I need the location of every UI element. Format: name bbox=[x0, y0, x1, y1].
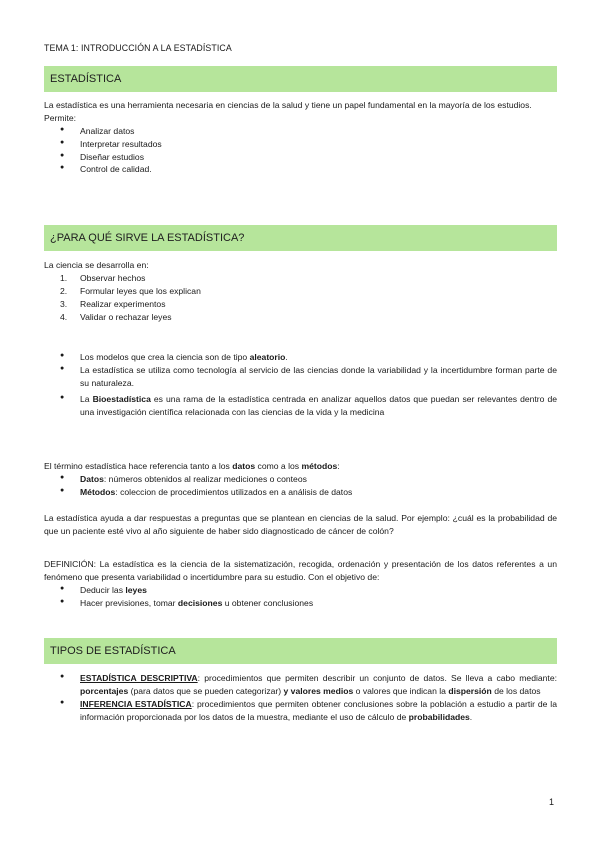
list-item: ● La Bioestadística es una rama de la estadística centrada en analizar aquellos datos que puedan ser relevantes dentro de una investigación científica relacionada con las ciencias de la vida y la medicina bbox=[60, 393, 557, 417]
list-item: ● ESTADÍSTICA DESCRIPTIVA: procedimientos que permiten describir un conjunto de datos. Se lleva a cabo mediante: porcentajes (para datos que se pueden categorizar) y valores medios o valores que indican la dispersión de los datos bbox=[60, 673, 557, 696]
ciencia-bullets bbox=[44, 351, 557, 418]
intro-paragraph: La estadística es una herramienta necesaria en ciencias de la salud y tiene un papel fundamental en la mayoría de los estudios. bbox=[44, 100, 532, 110]
bullet-icon: ● bbox=[60, 698, 65, 706]
bullet-icon: ● bbox=[60, 584, 65, 592]
section-para-que-sirve-body bbox=[44, 259, 557, 323]
bullet-icon: ● bbox=[60, 138, 65, 146]
list-item: 4. Validar o rechazar leyes bbox=[60, 311, 172, 322]
bullet-icon: ● bbox=[60, 473, 65, 481]
list-item: 1. Observar hechos bbox=[60, 272, 146, 283]
list-item: ● Interpretar resultados bbox=[60, 138, 162, 149]
page-number: 1 bbox=[549, 797, 555, 807]
section-heading-para-que-sirve: ¿PARA QUÉ SIRVE LA ESTADÍSTICA? bbox=[44, 225, 557, 251]
bullet-icon: ● bbox=[60, 393, 65, 401]
list-item: 2. Formular leyes que los explican bbox=[60, 285, 201, 296]
permite-label: Permite: bbox=[44, 112, 76, 123]
document-title: TEMA 1: INTRODUCCIÓN A LA ESTADÍSTICA bbox=[44, 43, 232, 53]
bullet-icon: ● bbox=[60, 364, 65, 372]
bullet-icon: ● bbox=[60, 125, 65, 133]
list-item: ● Métodos: coleccion de procedimientos utilizados en a análisis de datos bbox=[60, 486, 353, 497]
bullet-icon: ● bbox=[60, 164, 65, 172]
list-item: ● Diseñar estudios bbox=[60, 151, 145, 162]
list-item: ● Hacer previsiones, tomar decisiones u obtener conclusiones bbox=[60, 597, 314, 608]
list-item: 3. Realizar experimentos bbox=[60, 298, 166, 309]
list-item: ● Datos: números obtenidos al realizar mediciones o conteos bbox=[60, 473, 307, 484]
bullet-icon: ● bbox=[60, 352, 65, 359]
section-heading-tipos: TIPOS DE ESTADÍSTICA bbox=[44, 638, 557, 664]
example-block bbox=[44, 512, 557, 538]
section-heading-estadistica: ESTADÍSTICA bbox=[44, 66, 557, 92]
ciencia-steps-list bbox=[44, 272, 557, 324]
list-item: ● Deducir las leyes bbox=[60, 584, 147, 595]
ciencia-lead: La ciencia se desarrolla en: bbox=[44, 260, 149, 270]
termino-paragraph: El término estadística hace referencia tanto a los datos como a los métodos: bbox=[44, 461, 340, 471]
example-paragraph: La estadística ayuda a dar respuestas a preguntas que se plantean en ciencias de la salud. Por ejemplo: ¿cuál es la probabilidad de que un paciente esté vivo al año siguiente de haber sido diagnosticado de cáncer de colón? bbox=[44, 513, 557, 536]
list-item: ● INFERENCIA ESTADÍSTICA: procedimientos que permiten obtener conclusiones sobre la población a estudio a partir de la información proporcionada por los datos de la muestra, mediante el uso de cálculo de probabilidades. bbox=[60, 698, 557, 722]
list-item: ● Analizar datos bbox=[60, 125, 135, 136]
list-item: ● Los modelos que crea la ciencia son de tipo aleatorio. bbox=[60, 352, 288, 362]
definition-paragraph: DEFINICIÓN: La estadística es la ciencia de la sistematización, recogida, ordenación y presentación de los datos referentes a un fenómeno que presenta variabilidad o incertidumbre para su estudio. Con el objetivo de: bbox=[44, 559, 557, 582]
section-tipos-body bbox=[44, 672, 557, 724]
bullet-icon: ● bbox=[60, 673, 65, 680]
bullet-icon: ● bbox=[60, 151, 65, 159]
bullet-icon: ● bbox=[60, 486, 65, 494]
permite-list bbox=[44, 125, 557, 177]
bullet-icon: ● bbox=[60, 597, 65, 605]
list-item: ● La estadística se utiliza como tecnología al servicio de las ciencias donde la variabilidad y la incertidumbre forman parte de su naturaleza. bbox=[60, 364, 557, 388]
list-item: ● Control de calidad. bbox=[60, 164, 152, 175]
section-estadistica-body bbox=[44, 99, 557, 176]
definition-block bbox=[44, 558, 557, 610]
termino-block bbox=[44, 460, 557, 499]
